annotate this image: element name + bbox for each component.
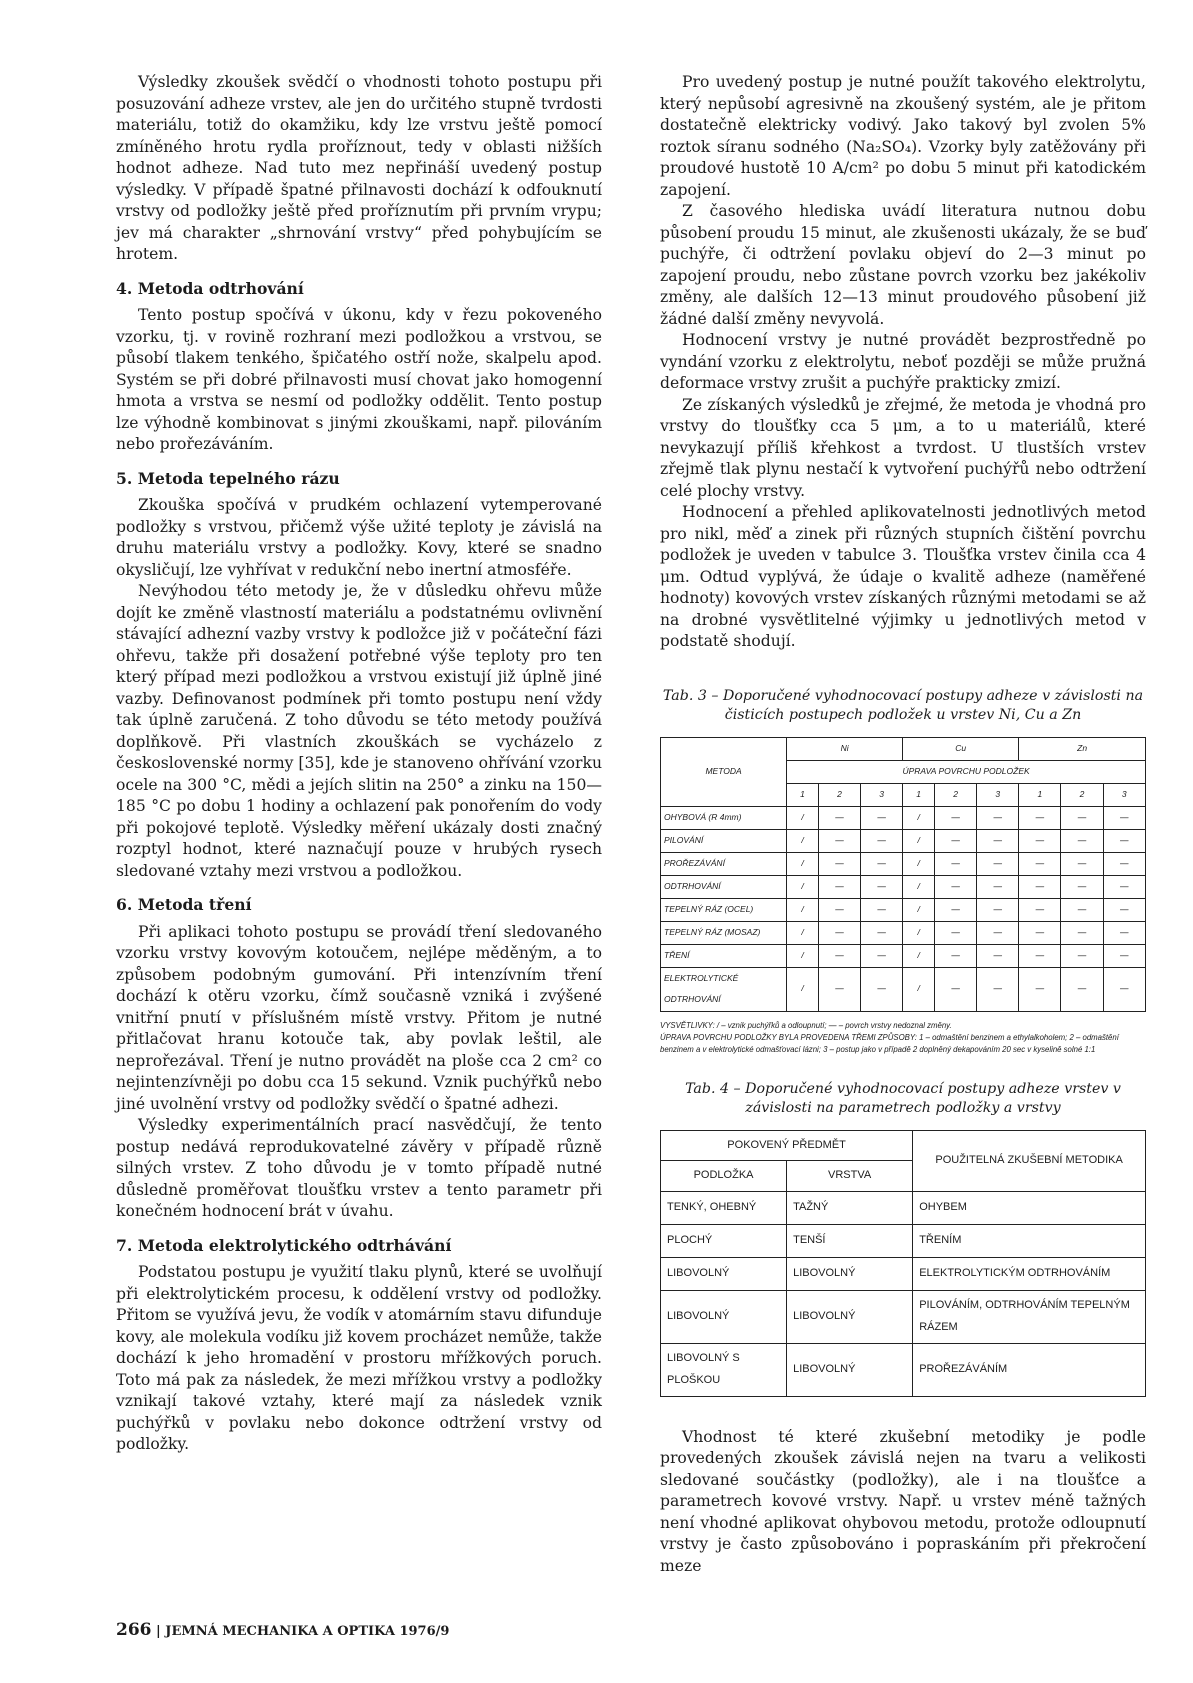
result-cell: —	[1019, 944, 1061, 967]
result-cell: —	[1019, 898, 1061, 921]
result-cell: /	[787, 806, 819, 829]
result-cell: /	[903, 829, 935, 852]
table-header-row	[661, 737, 1146, 760]
paragraph: Z časového hlediska uvádí literatura nutnou dobu působení proudu 15 minut, ale zkušenosti ukázaly, že se buď puchýře, či odtržení povlaku objeví do 2—3 minut po zapojení proudu, nebo zůstane povrch vzorku bez jakékoliv změny, ale dalších 12—13 minut proudového působení již žádné další změny nevyvolá.	[660, 202, 1146, 328]
table-3-body	[661, 737, 1146, 1011]
result-cell: /	[787, 829, 819, 852]
step-header: 3	[1103, 783, 1146, 806]
section-heading: 5. Metoda tepelného rázu	[116, 468, 340, 488]
result-cell: —	[1019, 875, 1061, 898]
result-cell: —	[935, 852, 977, 875]
table-4	[660, 1130, 1146, 1397]
paragraph: Ze získaných výsledků je zřejmé, že metoda je vhodná pro vrstvy do tloušťky cca 5 μm, a to u materiálů, které nevykazují příliš křehkost a tvrdost. U tlustších vrstev zřejmě tlak plynu nestačí k vytvoření puchýřů nebo odtržení celé plochy vrstvy.	[660, 395, 1146, 500]
step-header: 2	[818, 783, 860, 806]
podlozka-cell: LIBOVOLNÝ	[661, 1257, 787, 1290]
result-cell: —	[1103, 967, 1146, 1011]
result-cell: —	[1061, 852, 1103, 875]
result-cell: /	[787, 875, 819, 898]
result-cell: /	[787, 852, 819, 875]
result-cell: /	[787, 967, 819, 1011]
step-header: 1	[787, 783, 819, 806]
table-3-caption	[660, 687, 1146, 725]
result-cell: /	[903, 898, 935, 921]
result-cell: /	[787, 898, 819, 921]
result-cell: —	[818, 921, 860, 944]
page-number: 266	[116, 1620, 152, 1640]
podlozka-cell: PLOCHÝ	[661, 1224, 787, 1257]
paragraph: Hodnocení vrstvy je nutné provádět bezprostředně po vyndání vzorku z elektrolytu, neboť později se může pružná deformace vrstvy zrušit a puchýře prakticky zmizí.	[660, 331, 1146, 392]
result-cell: —	[977, 806, 1019, 829]
result-cell: —	[818, 852, 860, 875]
result-cell: /	[903, 806, 935, 829]
result-cell: —	[861, 898, 903, 921]
surface-treatment-header: ÚPRAVA POVRCHU PODLOŽEK	[787, 760, 1146, 783]
result-cell: —	[818, 806, 860, 829]
vrstva-cell: LIBOVOLNÝ	[787, 1343, 913, 1396]
result-cell: /	[787, 921, 819, 944]
right-column	[660, 72, 1146, 1577]
table-row	[661, 898, 1146, 921]
result-cell: —	[935, 921, 977, 944]
header-pokoveny-predmet: POKOVENÝ PŘEDMĚT	[661, 1130, 913, 1161]
table-row	[661, 1191, 1146, 1224]
left-column	[116, 72, 602, 1456]
result-cell: —	[861, 852, 903, 875]
step-header: 2	[935, 783, 977, 806]
result-cell: —	[1103, 806, 1146, 829]
header-podlozka: PODLOŽKA	[661, 1161, 787, 1192]
result-cell: —	[818, 875, 860, 898]
vrstva-cell: TAŽNÝ	[787, 1191, 913, 1224]
metodika-cell: TŘENÍM	[913, 1224, 1146, 1257]
step-header: 3	[861, 783, 903, 806]
table-row	[661, 829, 1146, 852]
table-label: Tab. 3	[662, 687, 707, 704]
table-row	[661, 1343, 1146, 1396]
paragraph: Pro uvedený postup je nutné použít takového elektrolytu, který nepůsobí agresivně na zkoušený systém, ale je přitom dostatečně elektricky vodivý. Jako takový byl zvolen 5% roztok síranu sodného (Na₂SO₄). Vzorky byly zatěžovány při proudové hustotě 10 A/cm² po dobu 5 minut při katodickém zapojení.	[660, 73, 1146, 199]
result-cell: /	[787, 944, 819, 967]
legend-line: VYSVĚTLIVKY: / – vznik puchýřků a odloupnutí; — – povrch vrstvy nedoznal změny.	[660, 1020, 952, 1030]
result-cell: —	[977, 829, 1019, 852]
caption-text: – Doporučené vyhodnocovací postupy adheze vrstev v závislosti na parametrech podložky a vrstvy	[733, 1080, 1121, 1116]
section-heading: 6. Metoda tření	[116, 895, 252, 914]
result-cell: /	[903, 852, 935, 875]
paragraph: Tento postup spočívá v úkonu, kdy v řezu pokoveného vzorku, tj. v rovině rozhraní mezi podložkou a vrstvou, se působí tlakem tenkého, špičatého ostří nože, skalpelu apod. Systém se při dobré přilnavosti musí chovat jako homogenní hmota a vrstva se nesmí od podložky oddělit. Tento postup lze výhodně kombinovat s jinými zkouškami, např. pilováním nebo prořezáváním.	[116, 306, 602, 453]
result-cell: —	[1103, 944, 1146, 967]
result-cell: —	[1061, 806, 1103, 829]
table-3-legend	[660, 1020, 1146, 1056]
podlozka-cell: LIBOVOLNÝ	[661, 1290, 787, 1343]
metal-header: Ni	[787, 737, 903, 760]
section-heading: 7. Metoda elektrolytického odtrhávání	[116, 1235, 452, 1255]
caption-text: – Doporučené vyhodnocovací postupy adheze v závislosti na čisticích postupech podložek u vrstev Ni, Cu a Zn	[711, 687, 1144, 723]
vrstva-cell: LIBOVOLNÝ	[787, 1290, 913, 1343]
result-cell: —	[1019, 806, 1061, 829]
metal-header: Cu	[903, 737, 1019, 760]
step-header: 1	[903, 783, 935, 806]
paragraph: Výsledky zkoušek svědčí o vhodnosti tohoto postupu při posuzování adheze vrstev, ale jen do určitého stupně tvrdosti materiálu, totiž do okamžiku, kdy lze vrstvu ještě pomocí zmíněného hrotu rydla proříznout, tedy v oblasti nižších hodnot adheze. Nad tuto mez nepřináší uvedený postup výsledky. V případě špatné přilnavosti dochází k odfouknutí vrstvy od podložky ještě před proříznutím při prvním vrypu; jev má charakter „shrnování vrstvy“ před pohybujícím se hrotem.	[116, 73, 602, 263]
result-cell: —	[818, 967, 860, 1011]
result-cell: /	[903, 967, 935, 1011]
method-name: PROŘEZÁVÁNÍ	[661, 852, 787, 875]
result-cell: —	[935, 875, 977, 898]
paragraph: Výsledky experimentálních prací nasvědčují, že tento postup nedává reprodukovatelné závěry v případě různě silných vrstev. Z toho důvodu je v tomto případě nutné důsledně proměřovat tloušťku vrstev a tento parametr při konečném hodnocení brát v úvahu.	[116, 1116, 602, 1220]
paragraph: Zkouška spočívá v prudkém ochlazení vytemperované podložky s vrstvou, přičemž výše užité teploty je závislá na druhu materiálu vrstvy a podložky. Kovy, které se snadno okysličují, lze vyhřívat v redukční nebo inertní atmosféře.	[116, 496, 602, 579]
step-header: 3	[977, 783, 1019, 806]
result-cell: —	[818, 944, 860, 967]
table-header-row	[661, 1130, 1146, 1161]
metal-header: Zn	[1019, 737, 1146, 760]
result-cell: —	[1061, 875, 1103, 898]
metodika-cell: PROŘEZÁVÁNÍM	[913, 1343, 1146, 1396]
step-header: 1	[1019, 783, 1061, 806]
podlozka-cell: TENKÝ, OHEBNÝ	[661, 1191, 787, 1224]
result-cell: —	[935, 898, 977, 921]
result-cell: /	[903, 921, 935, 944]
paragraph: Nevýhodou této metody je, že v důsledku ohřevu může dojít ke změně vlastností materiálu a podstatnému ovlivnění stávající adhezní vazby vrstvy k podložce již v počáteční fázi ohřevu, takže při dosažení potřebné výše teploty pro ten který případ mezi podložkou a vrstvou existují již úplně jiné vazby. Definovanost podmínek při tomto postupu není vždy tak úplně zaručená. Z toho důvodu se této metody používá doplňkově. Při vlastních zkouškách se vycházelo z československé normy [35], kde je stanoveno ohřívání vzorku ocele na 300 °C, mědi a jejích slitin na 250° a zinku na 150—185 °C po dobu 1 hodiny a ochlazení pak ponořením do vody při pokojové teplotě. Výsledky měření ukázaly dosti značný rozptyl hodnot, které naznačují pouze v hrubých rysech sledované vztahy mezi vrstvou a podložkou.	[116, 582, 602, 880]
result-cell: —	[935, 967, 977, 1011]
result-cell: —	[977, 921, 1019, 944]
legend-line: ÚPRAVA POVRCHU PODLOŽKY BYLA PROVEDENA TŘEMI ZPŮSOBY: 1 – odmaštění benzinem a ethylalkoholem; 2 – odmaštění benzinem a v elektrolytické odmašťovací lázni; 3 – postup jako v případě 2 doplněný dekapováním 20 sec v kyselině solné 1:1	[660, 1032, 1119, 1054]
vrstva-cell: TENŠÍ	[787, 1224, 913, 1257]
table-row	[661, 852, 1146, 875]
result-cell: —	[1061, 829, 1103, 852]
metodika-cell: OHYBEM	[913, 1191, 1146, 1224]
method-name: ELEKTROLYTICKÉ ODTRHOVÁNÍ	[661, 967, 787, 1011]
table-row	[661, 1224, 1146, 1257]
result-cell: —	[977, 875, 1019, 898]
result-cell: —	[1103, 898, 1146, 921]
result-cell: —	[861, 944, 903, 967]
result-cell: —	[861, 875, 903, 898]
result-cell: —	[1061, 898, 1103, 921]
paragraph: Při aplikaci tohoto postupu se provádí tření sledovaného vzorku vrstvy kovovým kotoučem, nejlépe měděným, a to způsobem podobným gumování. Při intenzívním tření dochází k otěru vzorku, čímž současně vzniká i zvýšené vnitřní pnutí v příslušném místě vrstvy. Přitom je nutné přitlačovat hranu kotouče tak, aby povlak leštil, ale neprořezával. Tření je nutno provádět na ploše cca 2 cm² co nejintenzívněji po dobu cca 15 sekund. Vznik puchýřků nebo jiné uvolnění vrstvy od podložky svědčí o špatné adhezi.	[116, 922, 602, 1113]
header-metodika: POUŽITELNÁ ZKUŠEBNÍ METODIKA	[913, 1130, 1146, 1191]
table-label: Tab. 4	[685, 1080, 730, 1097]
section-heading: 4. Metoda odtrhování	[116, 278, 304, 298]
table-row	[661, 944, 1146, 967]
table-row	[661, 806, 1146, 829]
result-cell: —	[1019, 829, 1061, 852]
journal-name: JEMNÁ MECHANIKA A OPTIKA 1976/9	[165, 1624, 450, 1639]
result-cell: /	[903, 875, 935, 898]
result-cell: —	[1019, 967, 1061, 1011]
method-name: TEPELNÝ RÁZ (MOSAZ)	[661, 921, 787, 944]
result-cell: —	[1019, 921, 1061, 944]
result-cell: —	[861, 921, 903, 944]
result-cell: —	[977, 944, 1019, 967]
table-row	[661, 1257, 1146, 1290]
result-cell: —	[935, 829, 977, 852]
method-name: TŘENÍ	[661, 944, 787, 967]
result-cell: —	[818, 829, 860, 852]
method-name: PILOVÁNÍ	[661, 829, 787, 852]
header-vrstva: VRSTVA	[787, 1161, 913, 1192]
result-cell: —	[1103, 852, 1146, 875]
paragraph: Vhodnost té které zkušební metodiky je podle provedených zkoušek závislá nejen na tvaru a velikosti sledované součástky (podložky), ale i na tloušťce a parametrech kovové vrstvy. Např. u vrstev méně tažných není vhodné aplikovat ohybovou metodu, protože odloupnutí vrstvy je často způsobováno i popraskáním při překročení meze	[660, 1427, 1146, 1575]
step-header: 2	[1061, 783, 1103, 806]
result-cell: —	[1061, 921, 1103, 944]
result-cell: —	[977, 898, 1019, 921]
vrstva-cell: LIBOVOLNÝ	[787, 1257, 913, 1290]
result-cell: —	[1103, 875, 1146, 898]
footer-separator: |	[156, 1624, 166, 1639]
method-name: ODTRHOVÁNÍ	[661, 875, 787, 898]
method-name: TEPELNÝ RÁZ (OCEL)	[661, 898, 787, 921]
table-row	[661, 921, 1146, 944]
podlozka-cell: LIBOVOLNÝ S PLOŠKOU	[661, 1343, 787, 1396]
table-4-caption	[660, 1080, 1146, 1118]
result-cell: /	[903, 944, 935, 967]
result-cell: —	[861, 967, 903, 1011]
table-4-body	[661, 1130, 1146, 1396]
result-cell: —	[1103, 829, 1146, 852]
result-cell: —	[861, 829, 903, 852]
result-cell: —	[1019, 852, 1061, 875]
result-cell: —	[1103, 921, 1146, 944]
result-cell: —	[1061, 967, 1103, 1011]
result-cell: —	[1061, 944, 1103, 967]
column-header-metoda: METODA	[661, 737, 787, 806]
table-row	[661, 1290, 1146, 1343]
method-name: OHYBOVÁ (R 4mm)	[661, 806, 787, 829]
result-cell: —	[935, 944, 977, 967]
result-cell: —	[818, 898, 860, 921]
page-footer	[116, 1620, 449, 1640]
result-cell: —	[977, 967, 1019, 1011]
result-cell: —	[935, 806, 977, 829]
result-cell: —	[977, 852, 1019, 875]
table-row	[661, 875, 1146, 898]
table-row	[661, 967, 1146, 1011]
paragraph: Podstatou postupu je využití tlaku plynů, které se uvolňují při elektrolytickém procesu, k oddělení vrstvy od podložky. Přitom se využívá jevu, že vodík v atomárním stavu difunduje kovy, ale molekula vodíku již kovem procházet nemůže, takže dochází k jeho hromadění v prostoru mřížkových poruch. Toto má pak za následek, že mezi mřížkou vrstvy a podložky vznikají takové vztahy, které mají za následek vznik puchýřků v povlaku nebo dokonce odtržení vrstvy od podložky.	[116, 1263, 602, 1453]
metodika-cell: ELEKTROLYTICKÝM ODTRHOVÁNÍM	[913, 1257, 1146, 1290]
result-cell: —	[861, 806, 903, 829]
paragraph: Hodnocení a přehled aplikovatelnosti jednotlivých metod pro nikl, měď a zinek při různých stupních čištění povrchu podložek je uveden v tabulce 3. Tloušťka vrstev činila cca 4 μm. Odtud vyplývá, že údaje o kvalitě adheze (naměřené hodnoty) kovových vrstev získaných různými metodami se až na drobné vysvětlitelné výjimky u jednotlivých metod v podstatě shodují.	[660, 503, 1146, 650]
metodika-cell: PILOVÁNÍM, ODTRHOVÁNÍM TEPELNÝM RÁZEM	[913, 1290, 1146, 1343]
table-3	[660, 737, 1146, 1012]
